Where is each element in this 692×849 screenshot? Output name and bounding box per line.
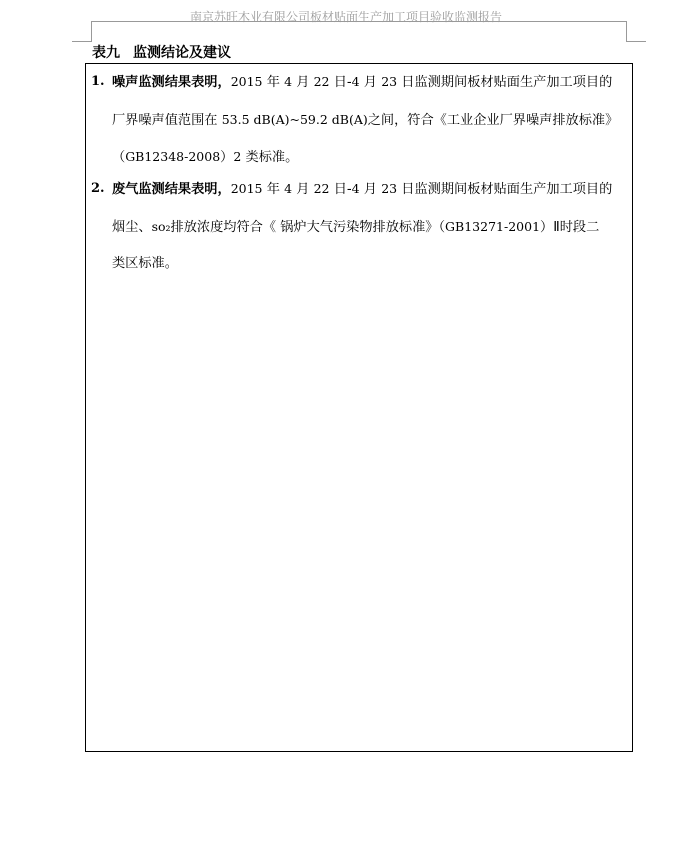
crop-mark-right-horizontal (626, 41, 646, 42)
item-text: 年 (262, 75, 285, 90)
item-text: 4 (284, 74, 293, 89)
conclusion-item-exhaust (91, 171, 629, 281)
item-line (112, 171, 629, 209)
item-text: 月 (292, 75, 314, 90)
item-line (112, 246, 629, 283)
item-line (112, 64, 629, 102)
item-text: 月 (359, 182, 382, 197)
item-text: 排放浓度均符合《 锅炉大气污染物排放标准》（ (170, 219, 446, 235)
item-text: （ (112, 150, 126, 166)
item-text: 23 (381, 74, 398, 89)
item-lead: 废气监测结果表明， (112, 182, 231, 197)
item-body (112, 171, 629, 283)
item-text: 2015 (230, 181, 263, 196)
item-line (112, 209, 629, 247)
item-text: 日监测期间板材贴面生产加工项目的 (397, 75, 613, 90)
item-text: 22 (313, 74, 330, 89)
item-lead: 噪声监测结果表明， (112, 75, 231, 90)
header-rule (91, 21, 627, 22)
table-number: 表九 (92, 45, 120, 61)
item-text: 类标准。 (241, 150, 299, 166)
item-text: 4 (284, 181, 293, 196)
conclusion-box (85, 63, 633, 752)
crop-mark-left-vertical (91, 21, 92, 42)
conclusion-item-noise (91, 64, 629, 174)
item-text: ） (220, 150, 234, 166)
item-text: 日监测期间板材贴面生产加工项目的 (397, 182, 613, 197)
item-text: 厂界噪声值范围在 (112, 112, 222, 128)
item-text: 年 (262, 182, 285, 197)
item-line (112, 102, 629, 140)
item-text: 类区标准。 (112, 256, 178, 272)
item-text: 53.5 dB(A)~59.2 dB(A) (221, 111, 368, 127)
item-number: 1. (91, 74, 105, 89)
item-number: 2. (91, 181, 105, 196)
item-body (112, 64, 629, 177)
item-text: 月 (359, 75, 382, 90)
item-text: 烟尘、 (112, 219, 152, 235)
item-text: 2 (233, 149, 242, 165)
item-text: ）Ⅱ时段二 (540, 219, 600, 235)
item-text: 之间，符合《工业企业厂界噪声排放标准》 (367, 112, 619, 128)
item-text: 4 (351, 74, 360, 89)
item-text: GB12348-2008 (125, 149, 221, 165)
item-text: 日- (329, 182, 352, 197)
crop-mark-left-horizontal (72, 41, 92, 42)
item-text: GB13271-2001 (445, 218, 541, 234)
item-text: 23 (381, 181, 398, 196)
item-text: 月 (292, 182, 314, 197)
item-text: 22 (313, 181, 330, 196)
running-header: 南京苏旺木业有限公司板材贴面生产加工项目验收监测报告 (189, 10, 502, 24)
item-text: so₂ (151, 218, 171, 234)
crop-mark-right-vertical (626, 21, 627, 42)
table-title (92, 42, 231, 62)
item-text: 4 (351, 181, 360, 196)
table-title-text: 监测结论及建议 (133, 45, 231, 61)
item-text: 日- (329, 75, 352, 90)
item-text: 2015 (230, 74, 263, 89)
